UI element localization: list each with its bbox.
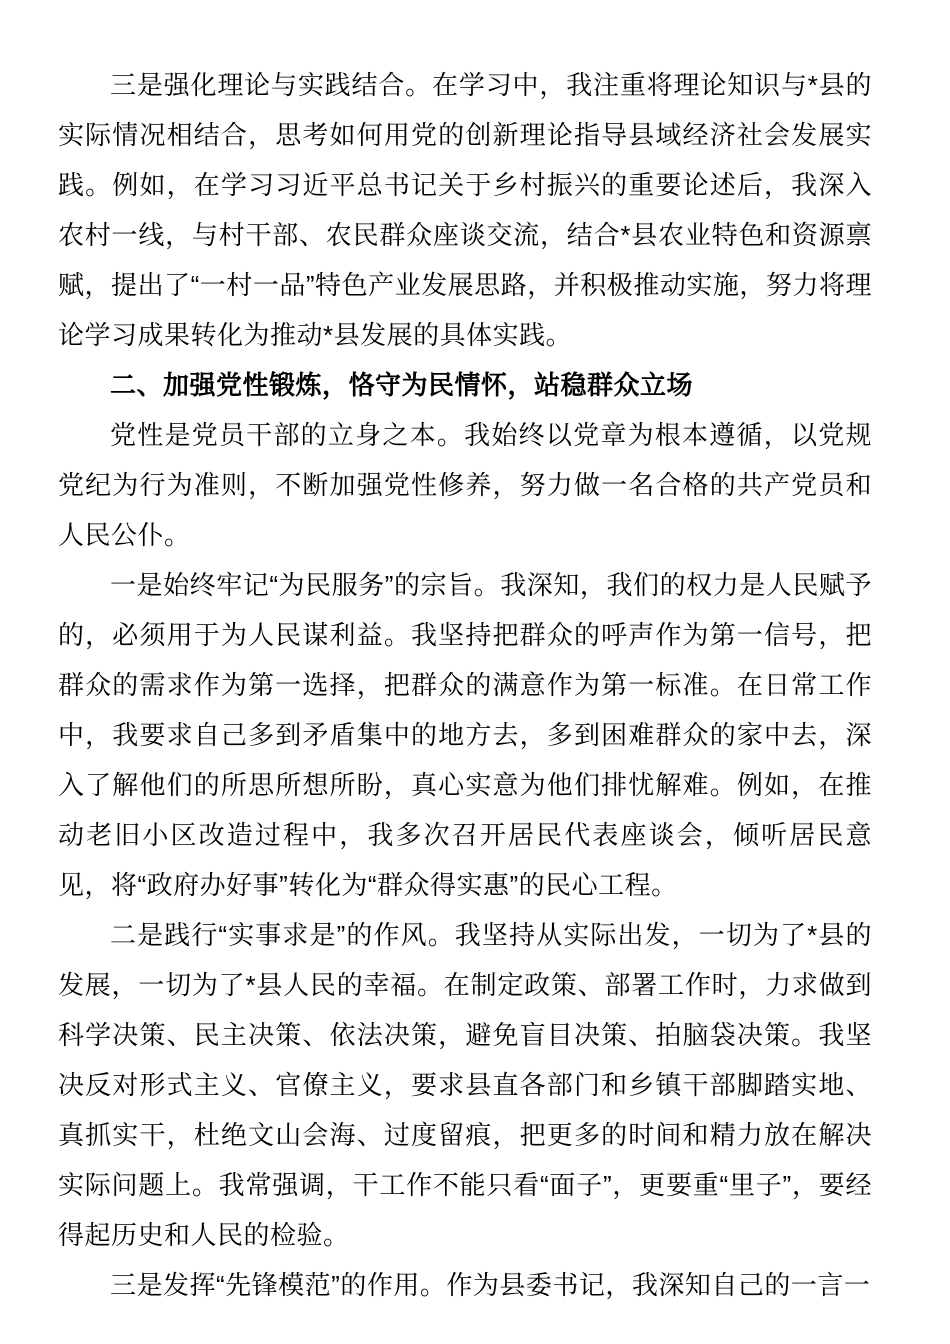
section-heading-party-spirit: 二、加强党性锻炼，恪守为民情怀，站稳群众立场 bbox=[110, 370, 694, 400]
paragraph-seek-truth-from-facts: 二是践行“实事求是”的作风。我坚持从实际出发，一切为了*县的发展，一切为了*县人民的幸福。在制定政策、部署工作时，力求做到科学决策、民主决策、依法决策，避免盲目决策、拍脑袋决策。我坚决反对形式主义、官僚主义，要求县直各部门和乡镇干部脚踏实地、真抓实干，杜绝文山会海、过度留痕，把更多的时间和精力放在解决实际问题上。我常强调，干工作不能只看“面子”，更要重“里子”，要经得起历史和人民的检验。 bbox=[58, 920, 872, 1250]
paragraph-vanguard-role: 三是发挥“先锋模范”的作用。作为县委书记，我深知自己的一言一 bbox=[110, 1270, 871, 1300]
paragraph-serve-the-people: 一是始终牢记“为民服务”的宗旨。我深知，我们的权力是人民赋予的，必须用于为人民谋利益。我坚持把群众的呼声作为第一信号，把群众的需求作为第一选择，把群众的满意作为第一标准。在日常工作中，我要求自己多到矛盾集中的地方去，多到困难群众的家中去，深入了解他们的所思所想所盼，真心实意为他们排忧解难。例如，在推动老旧小区改造过程中，我多次召开居民代表座谈会，倾听居民意见，将“政府办好事”转化为“群众得实惠”的民心工程。 bbox=[58, 570, 872, 900]
paragraph-theory-practice: 三是强化理论与实践结合。在学习中，我注重将理论知识与*县的实际情况相结合，思考如何用党的创新理论指导县域经济社会发展实践。例如，在学习习近平总书记关于乡村振兴的重要论述后，我深入农村一线，与村干部、农民群众座谈交流，结合*县农业特色和资源禀赋，提出了“一村一品”特色产业发展思路，并积极推动实施，努力将理论学习成果转化为推动*县发展的具体实践。 bbox=[58, 70, 872, 350]
paragraph-party-spirit-intro: 党性是党员干部的立身之本。我始终以党章为根本遵循，以党规党纪为行为准则，不断加强党性修养，努力做一名合格的共产党员和人民公仆。 bbox=[58, 420, 872, 550]
